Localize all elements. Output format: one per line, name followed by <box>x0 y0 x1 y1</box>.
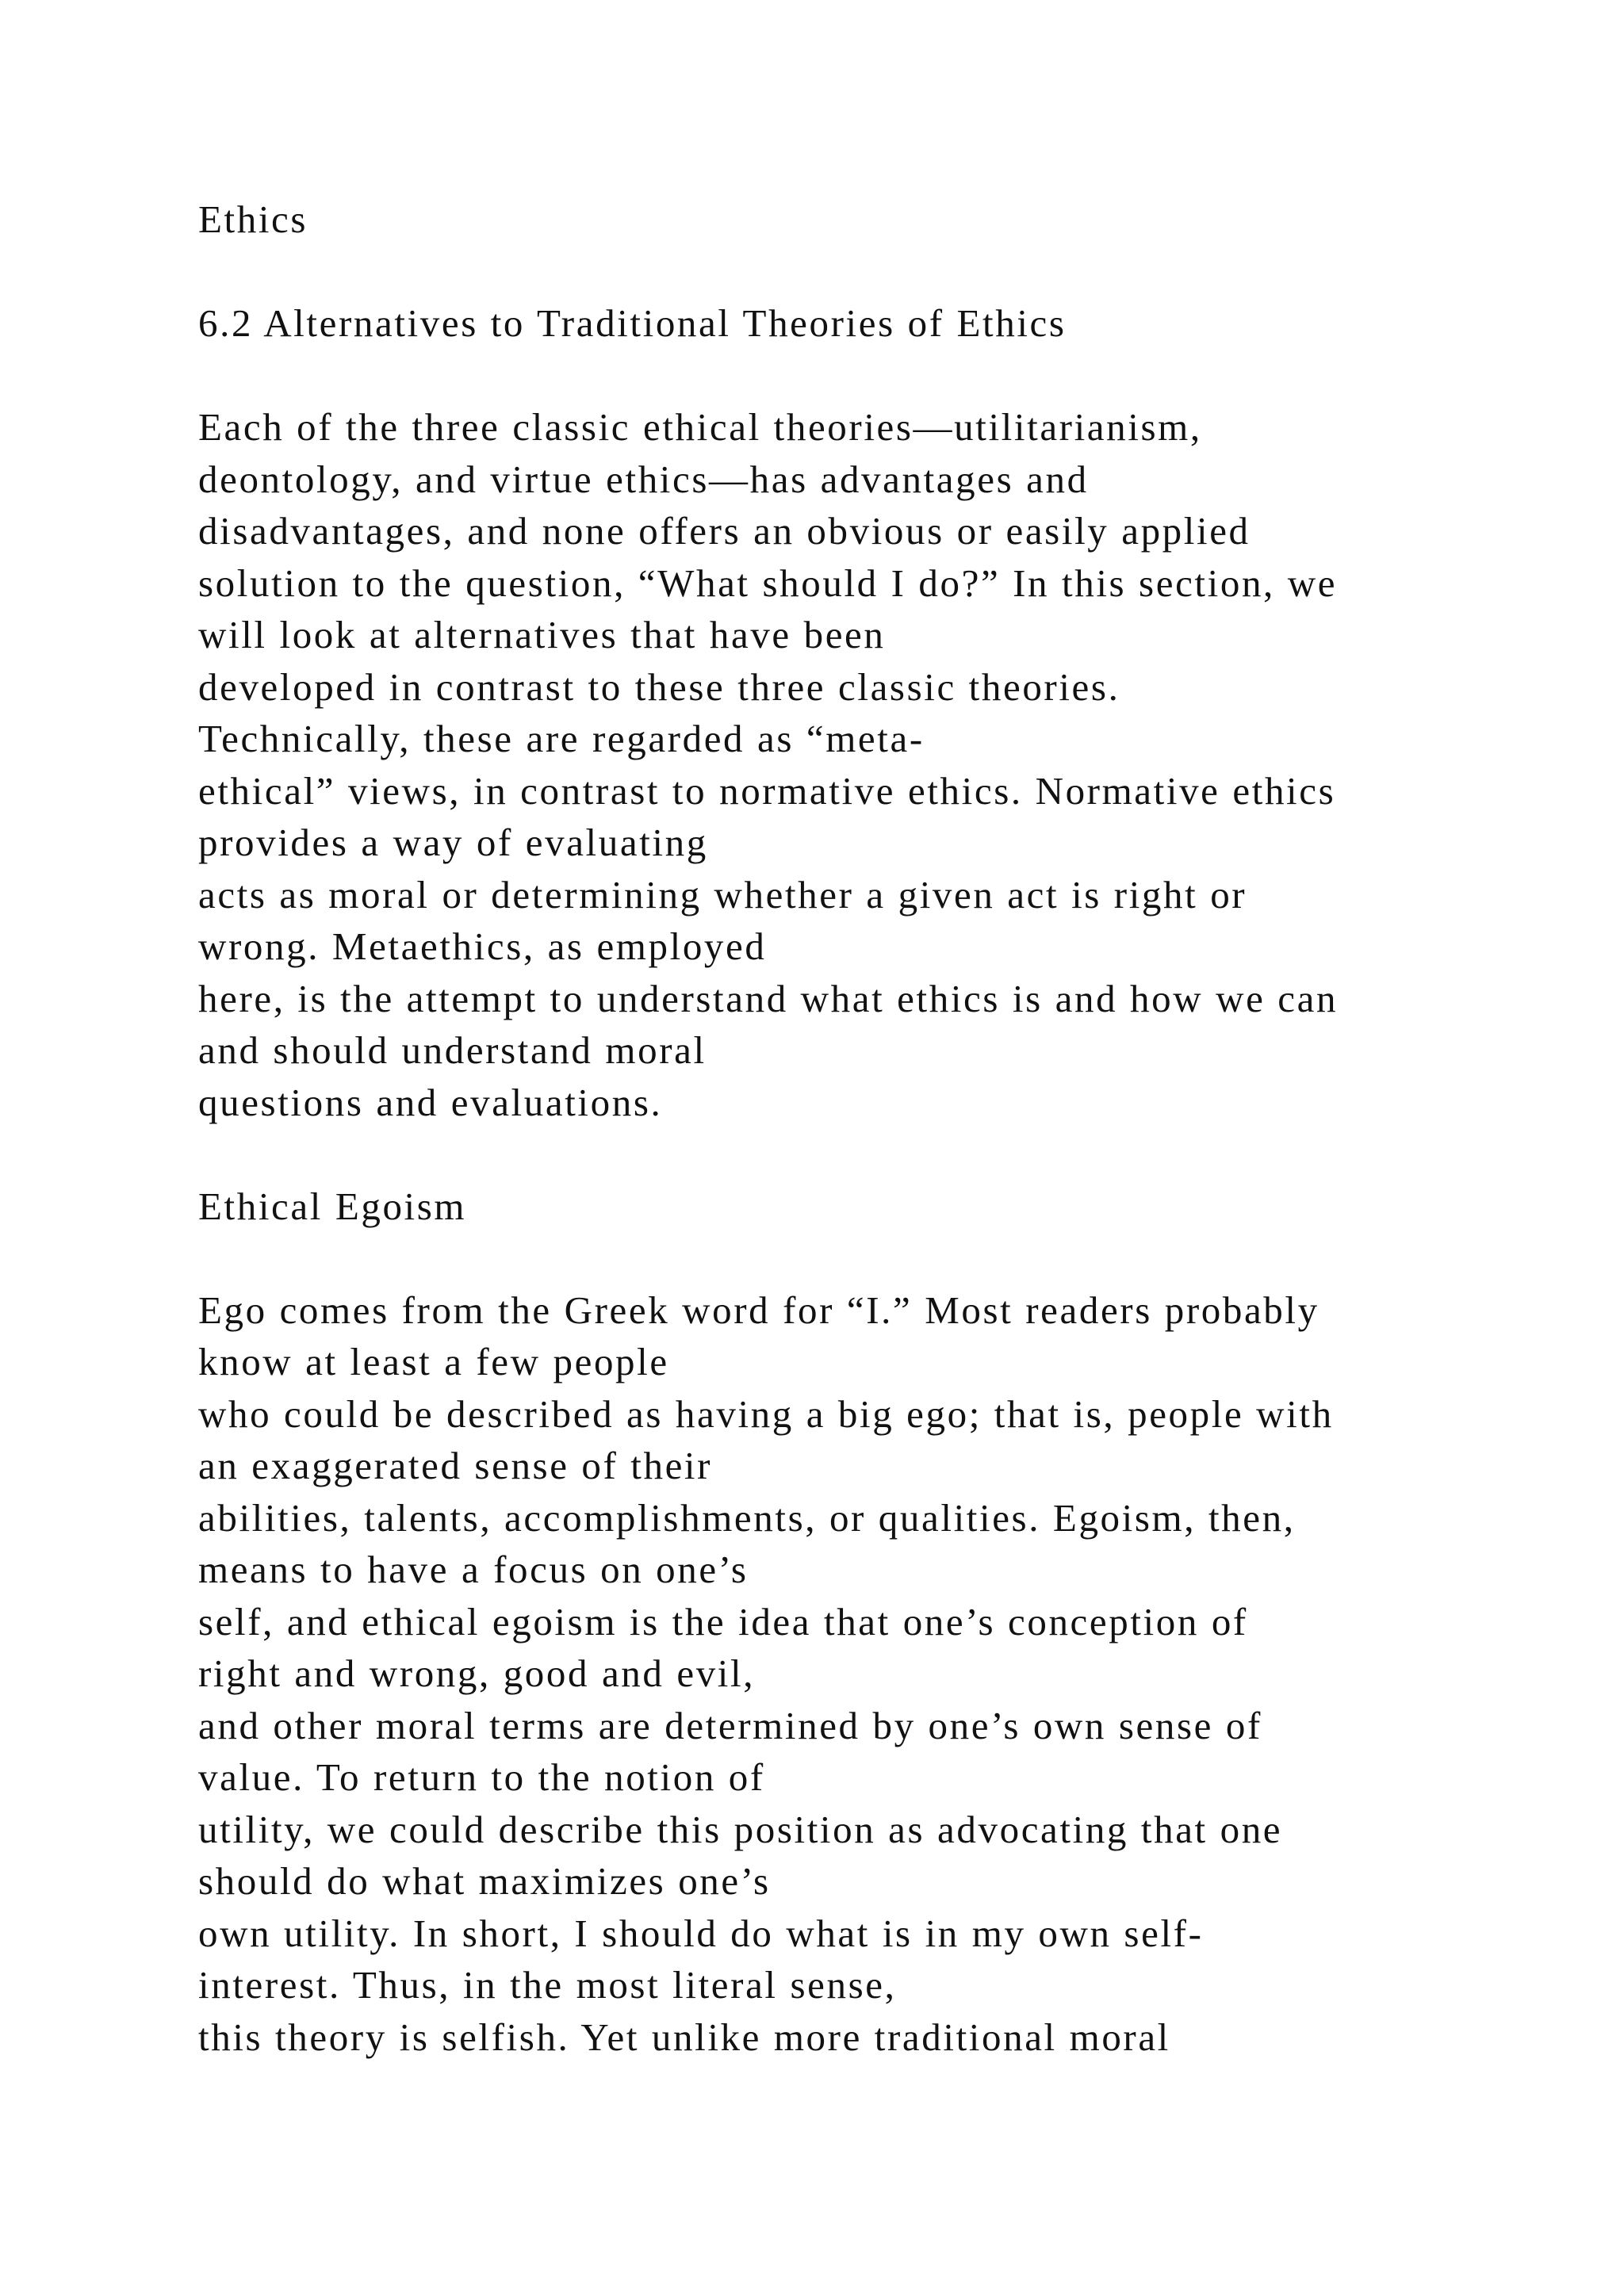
section-heading: 6.2 Alternatives to Traditional Theories of Ethics <box>198 301 1067 345</box>
text-line: an exaggerated sense of their <box>198 1444 713 1487</box>
text-line: will look at alternatives that have been <box>198 613 886 656</box>
blank-line <box>198 246 1546 298</box>
text-line: here, is the attempt to understand what ethics is and how we can <box>198 976 1339 1020</box>
text-line: utility, we could describe this position as advocating that one <box>198 1807 1283 1851</box>
text-line: value. To return to the notion of <box>198 1755 765 1799</box>
text-line: ethical” views, in contrast to normative ethics. Normative ethics <box>198 768 1336 813</box>
blank-line <box>198 1128 1546 1181</box>
text-line: and should understand moral <box>198 1028 707 1072</box>
text-line: solution to the question, “What should I do?” In this section, we <box>198 561 1338 605</box>
text-line: interest. Thus, in the most literal sense, <box>198 1963 897 2007</box>
blank-line <box>198 1232 1546 1284</box>
text-line: own utility. In short, I should do what is in my own self- <box>198 1911 1204 1955</box>
text-line: questions and evaluations. <box>198 1080 663 1124</box>
document-title: Ethics <box>198 197 308 241</box>
text-line: means to have a focus on one’s <box>198 1548 749 1591</box>
text-line: Ego comes from the Greek word for “I.” Most readers probably <box>198 1288 1320 1332</box>
text-line: self, and ethical egoism is the idea that one’s conception of <box>198 1599 1248 1644</box>
text-line: know at least a few people <box>198 1340 669 1383</box>
text-line: who could be described as having a big ego; that is, people with <box>198 1391 1334 1436</box>
text-line: Technically, these are regarded as “meta- <box>198 717 925 760</box>
document-page <box>198 193 1546 2063</box>
text-line: disadvantages, and none offers an obvious or easily applied <box>198 509 1251 553</box>
text-line: this theory is selfish. Yet unlike more traditional moral <box>198 2015 1170 2059</box>
text-line: provides a way of evaluating <box>198 821 708 864</box>
blank-line <box>198 350 1546 402</box>
text-line: wrong. Metaethics, as employed <box>198 924 767 968</box>
text-line: abilities, talents, accomplishments, or qualities. Egoism, then, <box>198 1495 1296 1540</box>
text-line: Each of the three classic ethical theories—utilitarianism, <box>198 405 1202 449</box>
text-line: deontology, and virtue ethics—has advantages and <box>198 457 1089 501</box>
subsection-heading: Ethical Egoism <box>198 1184 467 1228</box>
text-line: acts as moral or determining whether a given act is right or <box>198 872 1247 916</box>
text-line: developed in contrast to these three classic theories. <box>198 664 1120 709</box>
text-line: right and wrong, good and evil, <box>198 1651 756 1695</box>
text-line: should do what maximizes one’s <box>198 1859 771 1903</box>
text-line: and other moral terms are determined by one’s own sense of <box>198 1703 1262 1747</box>
